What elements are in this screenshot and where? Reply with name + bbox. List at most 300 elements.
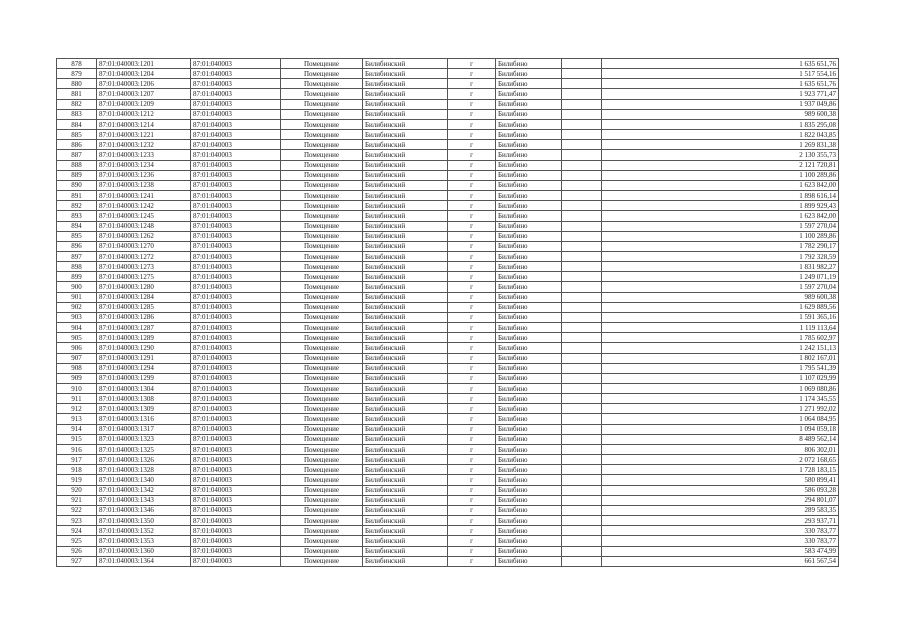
table-row [57,201,839,211]
row-number-cell: 906 [57,343,97,353]
cadastral-quarter-cell: 87:01:040003 [191,292,281,302]
cadastral-quarter-cell: 87:01:040003 [191,262,281,272]
row-number-cell: 905 [57,333,97,343]
cadastral-number-cell: 87:01:040003:1289 [97,333,191,343]
table-row [57,119,839,129]
district-cell: Билибинский [363,434,448,444]
cadastral-number-cell: 87:01:040003:1206 [97,79,191,89]
settlement-kind-cell: г [448,394,496,404]
empty-cell [562,343,602,353]
cadastral-number-cell: 87:01:040003:1232 [97,140,191,150]
settlement-kind-cell: г [448,556,496,566]
settlement-cell: Билибино [496,99,562,109]
cadastral-quarter-cell: 87:01:040003 [191,201,281,211]
district-cell: Билибинский [363,455,448,465]
table-row [57,79,839,89]
cadastral-value-cell: 1 623 842,00 [602,211,839,221]
row-number-cell: 908 [57,363,97,373]
cadastral-value-cell: 294 801,07 [602,495,839,505]
object-type-cell: Помещение [281,495,363,505]
settlement-kind-cell: г [448,373,496,383]
settlement-cell: Билибино [496,526,562,536]
district-cell: Билибинский [363,140,448,150]
settlement-cell: Билибино [496,505,562,515]
district-cell: Билибинский [363,272,448,282]
row-number-cell: 883 [57,109,97,119]
district-cell: Билибинский [363,556,448,566]
cadastral-value-cell: 989 600,38 [602,109,839,119]
empty-cell [562,140,602,150]
row-number-cell: 893 [57,211,97,221]
object-type-cell: Помещение [281,323,363,333]
cadastral-number-cell: 87:01:040003:1245 [97,211,191,221]
settlement-cell: Билибино [496,201,562,211]
table-row [57,556,839,566]
cadastral-number-cell: 87:01:040003:1316 [97,414,191,424]
cadastral-quarter-cell: 87:01:040003 [191,69,281,79]
settlement-cell: Билибино [496,343,562,353]
table-row [57,505,839,515]
settlement-cell: Билибино [496,150,562,160]
settlement-kind-cell: г [448,323,496,333]
cadastral-quarter-cell: 87:01:040003 [191,404,281,414]
settlement-kind-cell: г [448,292,496,302]
cadastral-value-cell: 1 785 602,97 [602,333,839,343]
empty-cell [562,130,602,140]
table-row [57,180,839,190]
cadastral-number-cell: 87:01:040003:1234 [97,160,191,170]
cadastral-quarter-cell: 87:01:040003 [191,434,281,444]
cadastral-quarter-cell: 87:01:040003 [191,516,281,526]
row-number-cell: 916 [57,444,97,454]
cadastral-number-cell: 87:01:040003:1352 [97,526,191,536]
object-type-cell: Помещение [281,119,363,129]
settlement-kind-cell: г [448,414,496,424]
settlement-kind-cell: г [448,434,496,444]
settlement-cell: Билибино [496,191,562,201]
settlement-cell: Билибино [496,262,562,272]
cadastral-quarter-cell: 87:01:040003 [191,191,281,201]
cadastral-value-cell: 1 597 270,04 [602,221,839,231]
cadastral-value-cell: 1 835 295,08 [602,119,839,129]
table-row [57,465,839,475]
cadastral-value-cell: 2 130 355,73 [602,150,839,160]
empty-cell [562,404,602,414]
settlement-kind-cell: г [448,353,496,363]
settlement-kind-cell: г [448,343,496,353]
district-cell: Билибинский [363,505,448,515]
object-type-cell: Помещение [281,140,363,150]
cadastral-value-cell: 1 100 289,86 [602,170,839,180]
cadastral-value-cell: 661 567,54 [602,556,839,566]
empty-cell [562,59,602,69]
empty-cell [562,536,602,546]
district-cell: Билибинский [363,99,448,109]
table-row [57,414,839,424]
cadastral-quarter-cell: 87:01:040003 [191,312,281,322]
settlement-kind-cell: г [448,302,496,312]
settlement-cell: Билибино [496,394,562,404]
settlement-kind-cell: г [448,363,496,373]
settlement-cell: Билибино [496,69,562,79]
settlement-cell: Билибино [496,89,562,99]
empty-cell [562,89,602,99]
cadastral-number-cell: 87:01:040003:1309 [97,404,191,414]
cadastral-quarter-cell: 87:01:040003 [191,140,281,150]
table-row [57,150,839,160]
settlement-kind-cell: г [448,282,496,292]
empty-cell [562,312,602,322]
row-number-cell: 911 [57,394,97,404]
district-cell: Билибинский [363,536,448,546]
row-number-cell: 913 [57,414,97,424]
cadastral-value-cell: 8 489 562,14 [602,434,839,444]
district-cell: Билибинский [363,109,448,119]
object-type-cell: Помещение [281,414,363,424]
table-row [57,272,839,282]
row-number-cell: 896 [57,241,97,251]
cadastral-quarter-cell: 87:01:040003 [191,353,281,363]
cadastral-value-cell: 293 937,71 [602,516,839,526]
row-number-cell: 888 [57,160,97,170]
district-cell: Билибинский [363,394,448,404]
cadastral-value-cell: 1 249 071,19 [602,272,839,282]
district-cell: Билибинский [363,384,448,394]
cadastral-value-cell: 1 795 541,39 [602,363,839,373]
cadastral-number-cell: 87:01:040003:1212 [97,109,191,119]
cadastral-number-cell: 87:01:040003:1342 [97,485,191,495]
settlement-kind-cell: г [448,404,496,414]
empty-cell [562,505,602,515]
settlement-kind-cell: г [448,251,496,261]
object-type-cell: Помещение [281,424,363,434]
object-type-cell: Помещение [281,231,363,241]
settlement-cell: Билибино [496,373,562,383]
empty-cell [562,170,602,180]
row-number-cell: 900 [57,282,97,292]
cadastral-number-cell: 87:01:040003:1346 [97,505,191,515]
district-cell: Билибинский [363,475,448,485]
cadastral-value-cell: 330 783,77 [602,536,839,546]
cadastral-quarter-cell: 87:01:040003 [191,119,281,129]
settlement-cell: Билибино [496,282,562,292]
district-cell: Билибинский [363,353,448,363]
district-cell: Билибинский [363,424,448,434]
cadastral-value-cell: 2 121 720,81 [602,160,839,170]
table-row [57,353,839,363]
settlement-cell: Билибино [496,353,562,363]
empty-cell [562,241,602,251]
cadastral-value-cell: 1 635 651,76 [602,79,839,89]
cadastral-quarter-cell: 87:01:040003 [191,526,281,536]
row-number-cell: 925 [57,536,97,546]
cadastral-number-cell: 87:01:040003:1201 [97,59,191,69]
object-type-cell: Помещение [281,394,363,404]
table-row [57,363,839,373]
table-row [57,262,839,272]
cadastral-value-cell: 1 100 289,86 [602,231,839,241]
cadastral-number-cell: 87:01:040003:1340 [97,475,191,485]
district-cell: Билибинский [363,485,448,495]
settlement-kind-cell: г [448,262,496,272]
cadastral-quarter-cell: 87:01:040003 [191,241,281,251]
district-cell: Билибинский [363,79,448,89]
row-number-cell: 894 [57,221,97,231]
empty-cell [562,444,602,454]
row-number-cell: 914 [57,424,97,434]
row-number-cell: 923 [57,516,97,526]
settlement-kind-cell: г [448,424,496,434]
cadastral-number-cell: 87:01:040003:1209 [97,99,191,109]
row-number-cell: 901 [57,292,97,302]
row-number-cell: 904 [57,323,97,333]
settlement-cell: Билибино [496,130,562,140]
cadastral-number-cell: 87:01:040003:1284 [97,292,191,302]
settlement-kind-cell: г [448,221,496,231]
settlement-kind-cell: г [448,465,496,475]
cadastral-quarter-cell: 87:01:040003 [191,485,281,495]
table-row [57,424,839,434]
empty-cell [562,251,602,261]
table-row [57,343,839,353]
settlement-kind-cell: г [448,384,496,394]
cadastral-quarter-cell: 87:01:040003 [191,221,281,231]
cadastral-quarter-cell: 87:01:040003 [191,546,281,556]
table-row [57,536,839,546]
row-number-cell: 882 [57,99,97,109]
district-cell: Билибинский [363,221,448,231]
settlement-cell: Билибино [496,292,562,302]
district-cell: Билибинский [363,373,448,383]
settlement-cell: Билибино [496,312,562,322]
table-row [57,221,839,231]
cadastral-number-cell: 87:01:040003:1214 [97,119,191,129]
cadastral-quarter-cell: 87:01:040003 [191,414,281,424]
table-row [57,384,839,394]
settlement-cell: Билибино [496,444,562,454]
empty-cell [562,191,602,201]
cadastral-value-cell: 1 792 328,59 [602,251,839,261]
empty-cell [562,231,602,241]
settlement-cell: Билибино [496,302,562,312]
district-cell: Билибинский [363,211,448,221]
object-type-cell: Помещение [281,130,363,140]
table-row [57,394,839,404]
empty-cell [562,160,602,170]
cadastral-value-cell: 1 782 290,17 [602,241,839,251]
empty-cell [562,119,602,129]
district-cell: Билибинский [363,404,448,414]
cadastral-value-cell: 1 069 080,86 [602,384,839,394]
empty-cell [562,221,602,231]
settlement-cell: Билибино [496,251,562,261]
district-cell: Билибинский [363,130,448,140]
table-row [57,160,839,170]
district-cell: Билибинский [363,323,448,333]
row-number-cell: 895 [57,231,97,241]
object-type-cell: Помещение [281,292,363,302]
cadastral-value-cell: 1 728 183,15 [602,465,839,475]
object-type-cell: Помещение [281,272,363,282]
table-row [57,455,839,465]
property-table [56,58,839,567]
row-number-cell: 902 [57,302,97,312]
cadastral-value-cell: 1 923 771,47 [602,89,839,99]
cadastral-value-cell: 1 623 842,00 [602,180,839,190]
cadastral-value-cell: 1 591 365,16 [602,312,839,322]
table-row [57,495,839,505]
settlement-kind-cell: г [448,191,496,201]
settlement-cell: Билибино [496,424,562,434]
empty-cell [562,556,602,566]
settlement-kind-cell: г [448,505,496,515]
object-type-cell: Помещение [281,89,363,99]
cadastral-value-cell: 586 093,28 [602,485,839,495]
cadastral-quarter-cell: 87:01:040003 [191,444,281,454]
empty-cell [562,434,602,444]
cadastral-quarter-cell: 87:01:040003 [191,211,281,221]
settlement-cell: Билибино [496,465,562,475]
empty-cell [562,282,602,292]
settlement-kind-cell: г [448,455,496,465]
table-row [57,516,839,526]
cadastral-quarter-cell: 87:01:040003 [191,79,281,89]
table-row [57,170,839,180]
row-number-cell: 898 [57,262,97,272]
object-type-cell: Помещение [281,363,363,373]
cadastral-quarter-cell: 87:01:040003 [191,475,281,485]
cadastral-number-cell: 87:01:040003:1291 [97,353,191,363]
cadastral-value-cell: 1 899 929,43 [602,201,839,211]
table-row [57,404,839,414]
row-number-cell: 892 [57,201,97,211]
settlement-kind-cell: г [448,59,496,69]
settlement-cell: Билибино [496,140,562,150]
table-row [57,302,839,312]
table-row [57,475,839,485]
object-type-cell: Помещение [281,79,363,89]
district-cell: Билибинский [363,89,448,99]
cadastral-quarter-cell: 87:01:040003 [191,251,281,261]
district-cell: Билибинский [363,312,448,322]
object-type-cell: Помещение [281,343,363,353]
cadastral-value-cell: 989 600,38 [602,292,839,302]
settlement-kind-cell: г [448,485,496,495]
settlement-kind-cell: г [448,444,496,454]
row-number-cell: 881 [57,89,97,99]
cadastral-quarter-cell: 87:01:040003 [191,180,281,190]
district-cell: Билибинский [363,170,448,180]
row-number-cell: 918 [57,465,97,475]
cadastral-number-cell: 87:01:040003:1326 [97,455,191,465]
cadastral-number-cell: 87:01:040003:1280 [97,282,191,292]
cadastral-value-cell: 1 629 889,56 [602,302,839,312]
table-body [57,59,839,567]
object-type-cell: Помещение [281,455,363,465]
object-type-cell: Помещение [281,465,363,475]
empty-cell [562,302,602,312]
settlement-kind-cell: г [448,99,496,109]
cadastral-number-cell: 87:01:040003:1273 [97,262,191,272]
cadastral-value-cell: 1 831 982,27 [602,262,839,272]
object-type-cell: Помещение [281,241,363,251]
table-row [57,312,839,322]
table-row [57,292,839,302]
cadastral-number-cell: 87:01:040003:1248 [97,221,191,231]
row-number-cell: 915 [57,434,97,444]
empty-cell [562,475,602,485]
district-cell: Билибинский [363,414,448,424]
settlement-kind-cell: г [448,536,496,546]
cadastral-quarter-cell: 87:01:040003 [191,231,281,241]
district-cell: Билибинский [363,251,448,261]
settlement-cell: Билибино [496,211,562,221]
cadastral-quarter-cell: 87:01:040003 [191,343,281,353]
settlement-cell: Билибино [496,384,562,394]
cadastral-value-cell: 2 072 168,65 [602,455,839,465]
object-type-cell: Помещение [281,434,363,444]
cadastral-quarter-cell: 87:01:040003 [191,160,281,170]
table-row [57,434,839,444]
table-row [57,251,839,261]
settlement-kind-cell: г [448,140,496,150]
object-type-cell: Помещение [281,191,363,201]
object-type-cell: Помещение [281,302,363,312]
row-number-cell: 884 [57,119,97,129]
empty-cell [562,150,602,160]
cadastral-value-cell: 1 119 113,64 [602,323,839,333]
cadastral-quarter-cell: 87:01:040003 [191,150,281,160]
empty-cell [562,109,602,119]
empty-cell [562,495,602,505]
table-row [57,333,839,343]
settlement-cell: Билибино [496,455,562,465]
empty-cell [562,455,602,465]
settlement-kind-cell: г [448,312,496,322]
settlement-kind-cell: г [448,333,496,343]
cadastral-number-cell: 87:01:040003:1364 [97,556,191,566]
row-number-cell: 924 [57,526,97,536]
district-cell: Билибинский [363,282,448,292]
district-cell: Билибинский [363,119,448,129]
settlement-kind-cell: г [448,516,496,526]
row-number-cell: 897 [57,251,97,261]
settlement-cell: Билибино [496,119,562,129]
row-number-cell: 909 [57,373,97,383]
district-cell: Билибинский [363,333,448,343]
settlement-cell: Билибино [496,404,562,414]
object-type-cell: Помещение [281,251,363,261]
table-row [57,89,839,99]
cadastral-number-cell: 87:01:040003:1350 [97,516,191,526]
row-number-cell: 889 [57,170,97,180]
table-row [57,140,839,150]
cadastral-quarter-cell: 87:01:040003 [191,394,281,404]
cadastral-number-cell: 87:01:040003:1317 [97,424,191,434]
district-cell: Билибинский [363,69,448,79]
settlement-cell: Билибино [496,109,562,119]
cadastral-value-cell: 1 517 554,16 [602,69,839,79]
row-number-cell: 910 [57,384,97,394]
cadastral-number-cell: 87:01:040003:1275 [97,272,191,282]
object-type-cell: Помещение [281,475,363,485]
empty-cell [562,414,602,424]
empty-cell [562,384,602,394]
table-row [57,241,839,251]
district-cell: Билибинский [363,59,448,69]
settlement-kind-cell: г [448,546,496,556]
settlement-cell: Билибино [496,180,562,190]
